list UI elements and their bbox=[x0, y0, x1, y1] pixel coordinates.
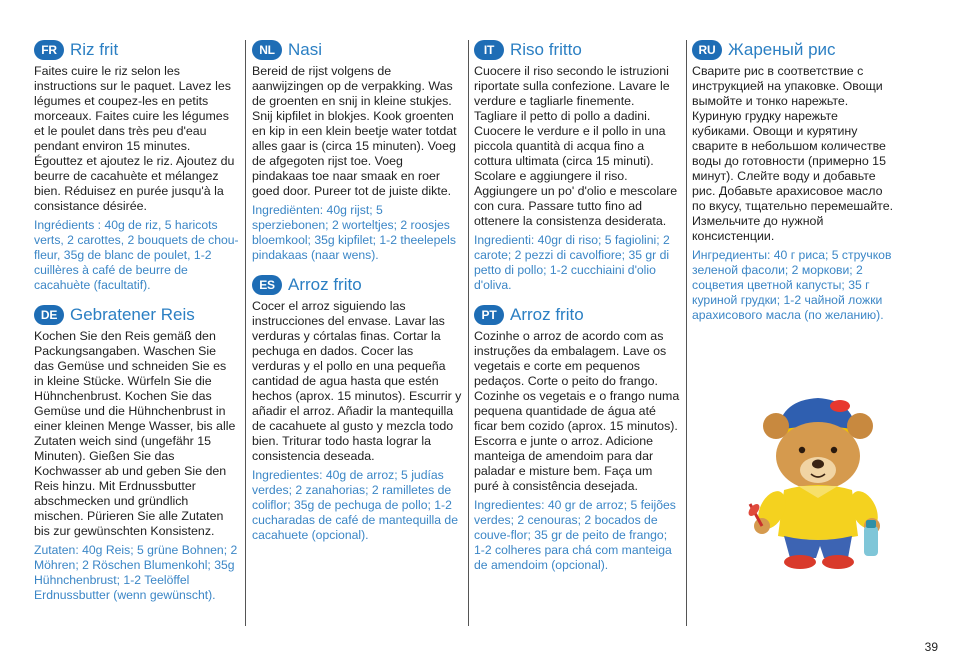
recipe-de bbox=[34, 305, 239, 603]
recipe-title: Arroz frito bbox=[288, 275, 362, 294]
recipe-ingredients: Ingrédients : 40g de riz, 5 haricots verts, 2 carottes, 2 bouquets de chou-fleur, 35g de blanc de poulet, 1-2 cuillères à café de beurre de cacahuète (facultatif). bbox=[34, 218, 239, 292]
language-badge-fr: FR bbox=[34, 40, 64, 60]
language-badge-ru: RU bbox=[692, 40, 722, 60]
recipe-ingredients: Ingredientes: 40 gr de arroz; 5 feijões verdes; 2 cenouras; 2 bocados de couve-flor; 35 gr de peito de frango; 1-2 colheres para chá com manteiga de amendoim (opcional). bbox=[474, 498, 676, 572]
page-number: 39 bbox=[924, 640, 938, 654]
recipe-instructions: Bereid de rijst volgens de aanwijzingen op de verpakking. Was de groenten en snij in kleine stukjes. Snij kipfilet in blokjes. Kook groenten en kip in een klein beetje water totdat alles gaar is (circa 15 minuten). Voeg de afgegoten rijst toe. Voeg pindakaas toe naar smaak en roer goed door. Pureer tot de juiste dikte. bbox=[252, 64, 457, 198]
recipe-instructions: Cozinhe o arroz de acordo com as instruções da embalagem. Lave os vegetais e corte em pequenos pedaços. Corte o peito do frango. Cozinhe os vegetais e o frango numa pequena quantidade de água até ficar bem cozido (aprox. 15 minutos). Escorra e junte o arroz. Adicione manteiga de amendoim para dar paladar e misture bem. Faça um puré à consistência desejada. bbox=[474, 329, 680, 493]
recipe-instructions: Сварите рис в соответствие с инструкцией на упаковке. Овощи вымойте и тонко нарежьте. Куриную грудку нарежьте кубиками. Овощи и курятину сварите в небольшом количестве воды до готовности (примерно 15 минут). Слейте воду и добавьте рис. Добавьте арахисовое масло по вкусу, тщательно перемешайте. Измельчите до нужной консистенции. bbox=[692, 64, 894, 243]
recipe-heading bbox=[474, 40, 680, 60]
recipe-fr bbox=[34, 40, 239, 293]
recipe-instructions: Cocer el arroz siguiendo las instrucciones del envase. Lavar las verduras y córtalas finas. Cortar la pechuga en dados. Cocer las verduras y el pollo en una pequeña cantidad de agua hasta que estén hechos (aprox. 15 minutos). Escurrir y añadir el arroz. Añadir la mantequilla de cacahuete al gusto y mezcla todo bien. Triturar todo hasta lograr la consistencia deseada. bbox=[252, 299, 462, 463]
column-3 bbox=[474, 40, 687, 626]
language-badge-es: ES bbox=[252, 275, 282, 295]
language-badge-pt: PT bbox=[474, 305, 504, 325]
recipe-ingredients: Ingredienti: 40gr di riso; 5 fagiolini; 2 carote; 2 pezzi di cavolfiore; 35 gr di petto di pollo; 1-2 cucchiaini d'olio d'oliva. bbox=[474, 233, 670, 292]
recipe-title: Nasi bbox=[288, 40, 323, 59]
recipe-ingredients: Ingrediënten: 40g rijst; 5 sperziebonen; 2 worteltjes; 2 roosjes bloemkool; 35g kipfilet; 1-2 theelepels pindakaas (naar wens). bbox=[252, 203, 456, 262]
recipe-nl bbox=[252, 40, 462, 263]
language-badge-it: IT bbox=[474, 40, 504, 60]
recipe-ingredients: Ingredientes: 40g de arroz; 5 judías verdes; 2 zanahorias; 2 ramilletes de coliflor; 35g de pechuga de pollo; 1-2 cucharadas de café de mantequilla de cacahuete (opcional). bbox=[252, 468, 458, 542]
recipe-title: Gebratener Reis bbox=[70, 305, 195, 324]
teddy-bear-illustration bbox=[740, 386, 890, 576]
recipe-ingredients: Ингредиенты: 40 г риса; 5 стручков зеленой фасоли; 2 моркови; 2 соцветия цветной капусты; 35 г куриной грудки; 1-2 чайной ложки арахисового масла (по желанию). bbox=[692, 248, 892, 322]
recipe-title: Arroz frito bbox=[510, 305, 584, 324]
recipe-heading bbox=[692, 40, 894, 60]
recipe-title: Riz frit bbox=[70, 40, 119, 59]
recipe-heading bbox=[34, 40, 239, 60]
recipe-heading bbox=[474, 305, 680, 325]
recipe-instructions: Faites cuire le riz selon les instructions sur le paquet. Lavez les légumes et coupez-les en petits morceaux. Faites cuire les légumes et le poulet dans très peu d'eau pendant environ 15 minutes. Égouttez et ajoutez le riz. Ajoutez du beurre de cacahuète et mélangez bien. Réduisez en purée jusqu'à la consistance désirée. bbox=[34, 64, 235, 213]
language-badge-de: DE bbox=[34, 305, 64, 325]
language-badge-nl: NL bbox=[252, 40, 282, 60]
recipe-ru bbox=[692, 40, 894, 323]
recipe-title: Riso fritto bbox=[510, 40, 582, 59]
recipe-ingredients: Zutaten: 40g Reis; 5 grüne Bohnen; 2 Möhren; 2 Röschen Blumenkohl; 35g Hühnchenbrust; 1-2 Teelöffel Erdnussbutter (wenn gewünscht). bbox=[34, 543, 238, 602]
recipe-heading bbox=[252, 275, 462, 295]
recipe-title: Жареный рис bbox=[728, 40, 836, 59]
recipe-it bbox=[474, 40, 680, 293]
recipe-heading bbox=[34, 305, 239, 325]
recipe-heading bbox=[252, 40, 462, 60]
recipe-instructions: Cuocere il riso secondo le istruzioni riportate sulla confezione. Lavare le verdure e tagliarle finemente. Tagliare il petto di pollo a dadini. Cuocere le verdure e il pollo in una piccola quantità di acqua fino a cottura ultimata (circa 15 minuti). Scolare e aggiungere il riso. Aggiungere un po' d'olio e mescolare con cura. Passare tutto fino ad ottenere la consistenza desiderata. bbox=[474, 64, 678, 228]
recipe-es bbox=[252, 275, 462, 543]
recipe-pt bbox=[474, 305, 680, 573]
column-1 bbox=[34, 40, 246, 626]
column-2 bbox=[252, 40, 469, 626]
recipe-instructions: Kochen Sie den Reis gemäß den Packungsangaben. Waschen Sie das Gemüse und schneiden Sie es in kleine Stücke. Würfeln Sie die Hühnchenbrust. Kochen Sie das Gemüse und die Hühnchenbrust in einer kleinen Menge Wasser, bis alle Zutaten weich sind (ungefähr 15 Minuten). Gießen Sie das Kochwasser ab und geben Sie den Reis hinzu. Mit Erdnussbutter abschmecken und gründlich mischen. Pürieren Sie alle Zutaten bis zur gewünschten Konsistenz. bbox=[34, 329, 236, 538]
